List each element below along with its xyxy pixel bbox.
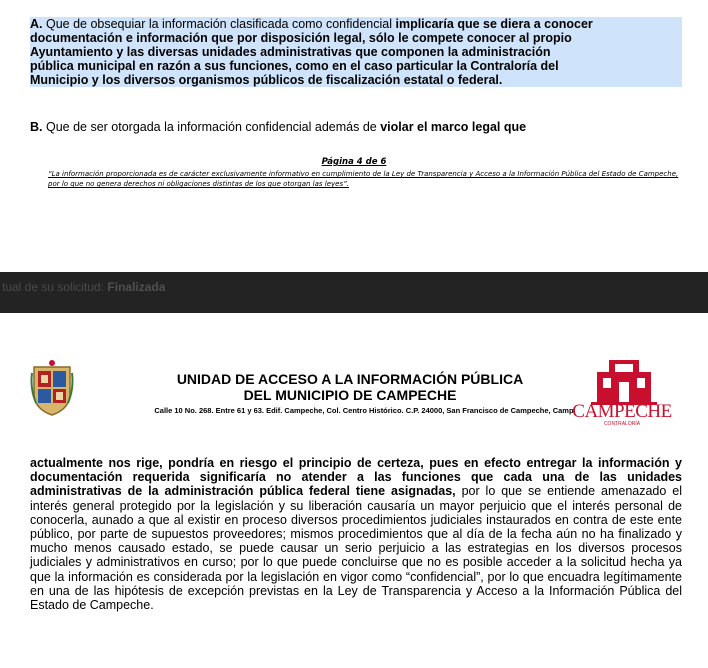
footer-note: “La información proporcionada es de carácter exclusivamente informativo en cumplimiento de la Ley de Transparencia y Acceso a la Información Pública del Estado de Campeche, por lo que no genera derechos ni obligaciones distintas de los que otorgan las leyes”. <box>48 170 679 188</box>
campeche-contraloria-logo <box>561 358 683 426</box>
paragraph-a-line <box>30 59 682 73</box>
viewer-status-band <box>0 272 708 313</box>
paragraph-a-bold: implicaría que se diera a conocer <box>395 17 593 31</box>
building-icon <box>561 358 683 406</box>
paragraph-b <box>30 120 682 134</box>
status-value: Finalizada <box>107 280 166 294</box>
page-number: Página 4 de 6 <box>321 157 387 167</box>
paragraph-a-line <box>30 73 682 87</box>
paragraph-a-bold: documentación e información que por disposición legal, sólo le compete conocer al propio <box>30 31 572 45</box>
campeche-coat-of-arms-logo <box>30 359 74 417</box>
paragraph-b-label: B. <box>30 120 43 134</box>
paragraph-a-line <box>30 45 682 59</box>
paragraph-a-label: A. <box>30 17 43 31</box>
paragraph-b-bold: violar el marco legal que <box>380 120 527 134</box>
paragraph-b-text: Que de ser otorgada la información confidencial además de <box>42 120 381 134</box>
document-page-top <box>0 0 708 272</box>
paragraph-a-line <box>30 31 682 45</box>
paragraph-a-bold: Ayuntamiento y las diversas unidades administrativas que componen la administración <box>30 45 551 59</box>
status-text <box>2 280 165 294</box>
paragraph-a-bold: Municipio y los diversos organismos públicos de fiscalización estatal o federal. <box>30 73 503 87</box>
header-title-line-1: UNIDAD DE ACCESO A LA INFORMACIÓN PÚBLICA <box>176 371 524 387</box>
paragraph-a <box>30 17 682 87</box>
header-address: Calle 10 No. 268. Entre 61 y 63. Edif. Campeche, Col. Centro Histórico. C.P. 24000, San Francisco de Campeche, Camp. <box>154 406 576 415</box>
logo-subtitle: CONTRALORÍA <box>603 421 641 427</box>
header-title-line-2: DEL MUNICIPIO DE CAMPECHE <box>243 387 457 403</box>
paragraph-a-text: Que de obsequiar la información clasificada como confidencial <box>42 17 396 31</box>
paragraph-c-bold: actualmente nos rige, pondría en riesgo el principio de certeza, pues en efecto entregar la información y documentación requerida significaría no atender a las funciones que cada una de las unidades administrativas de la administración pública federal tiene asignadas, <box>30 456 682 499</box>
status-prefix: tual de su solicitud: <box>2 280 108 294</box>
logo-wordmark: CAMPECHE <box>572 401 672 422</box>
paragraph-a-line <box>30 17 682 31</box>
paragraph-c <box>30 456 682 612</box>
paragraph-a-bold: pública municipal en razón a sus funciones, como en el caso particular la Contraloría del <box>30 59 559 73</box>
paragraph-c-text: por lo que se entiende amenazado el interés general protegido por la legislación y su liberación causaría un mayor perjuicio que el interés personal de conocerla, aunado a que al existir en proceso diversos procedimientos judiciales instaurados en contra de este ente público, por parte de supuestos proveedores; mismos procedimientos que al día de la fecha aún no ha finalizado y mucho menos causado estado, se puede causar un serio perjuicio a las estrategias en los diversos procesos judiciales y administrativos en curso; por lo que puede concluirse que no es posible acceder a la solicitud hecha ya que la información es considerada por la legislación en vigor como “confidencial”, por lo que encuadra legítimamente en una de las hipótesis de excepción previstas en la Ley de Transparencia y Acceso a la Información Pública del Estado de Campeche. <box>30 484 682 613</box>
